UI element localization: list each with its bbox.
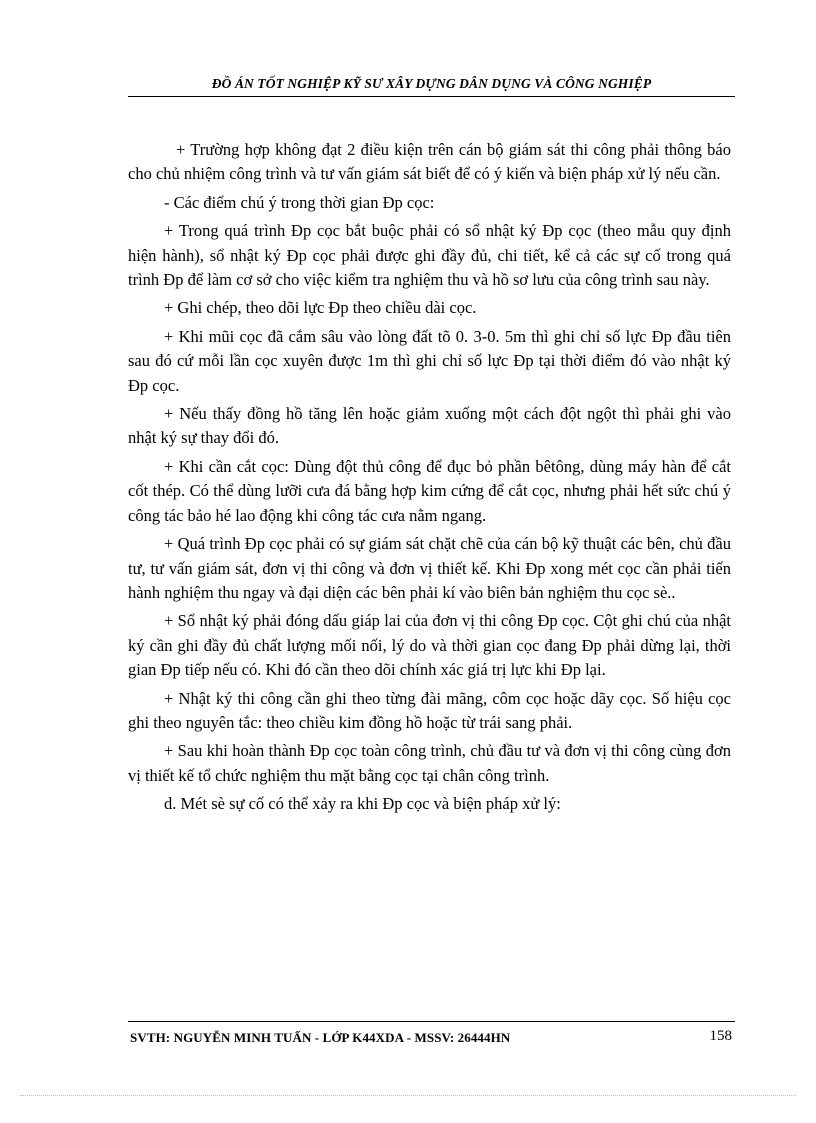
paragraph: + Quá trình Đp cọc phải có sự giám sát chặt chẽ của cán bộ kỹ thuật các bên, chủ đầu tư, tư vấn giám sát, đơn vị thi công và đơn vị thiết kế. Khi Đp xong mét cọc cần phải tiến hành nghiệm thu ngay và đại diện các bên phải kí vào biên bản nghiệm thu cọc sè.. <box>128 534 731 602</box>
paragraph: + Nếu thấy đồng hồ tăng lên hoặc giảm xuống một cách đột ngột thì phải ghi vào nhật ký sự thay đổi đó. <box>128 404 731 448</box>
page-bottom-dotted-line <box>20 1095 796 1096</box>
page-number: 158 <box>709 1028 732 1044</box>
header-divider <box>128 96 735 97</box>
paragraph: + Khi mũi cọc đã cắm sâu vào lòng đất tõ 0. 3-0. 5m thì ghi chỉ số lực Đp đầu tiên sau đó cứ mỗi lần cọc xuyên được 1m thì ghi chỉ số lực Đp tại thời điểm đó vào nhật ký Đp cọc. <box>128 326 731 395</box>
paragraph: + Khi cần cắt cọc: Dùng đột thủ công để đục bỏ phần bêtông, dùng máy hàn để cắt cốt thép. Có thể dùng lưỡi cưa đá bằng hợp kim cứng để cắt cọc, nhưng phải hết sức chú ý công tác bảo hé lao động khi công tác cưa nằm ngang. <box>128 456 731 525</box>
footer-divider <box>128 1021 735 1022</box>
paragraph: + Nhật ký thi công cần ghi theo từng đài mãng, côm cọc hoặc dãy cọc. Số hiệu cọc ghi theo nguyên tắc: theo chiều kim đồng hồ hoặc từ trái sang phải. <box>128 688 731 732</box>
section-heading: d. Mét sè sự cố có thể xảy ra khi Đp cọc và biện pháp xử lý: <box>164 794 561 814</box>
paragraph: + Trường hợp không đạt 2 điều kiện trên cán bộ giám sát thi công phải thông báo cho chủ nhiệm công trình và tư vấn giám sát biết để có ý kiến và biện pháp xử lý nếu cần. <box>128 140 731 184</box>
paragraph: + Sổ nhật ký phải đóng dấu giáp lai của đơn vị thi công Đp cọc. Cột ghi chú của nhật ký cần ghi đầy đủ chất lượng mối nối, lý do và thời gian cọc đang Đp phải dừng lại, thời gian Đp tiếp nếu có. Khi đó cần theo dõi chính xác giá trị lực khi Đp lại. <box>128 611 731 680</box>
paragraph: + Ghi chép, theo dõi lực Đp theo chiều dài cọc. <box>164 298 477 318</box>
footer-student-info: SVTH: NGUYỄN MINH TUẤN - LỚP K44XDA - MSSV: 26444HN <box>130 1030 511 1045</box>
paragraph: + Trong quá trình Đp cọc bắt buộc phải có sổ nhật ký Đp cọc (theo mẫu quy định hiện hành), sổ nhật ký Đp cọc phải được ghi đầy đủ, chi tiết, kể cả các sự cố trong quá trình Đp để làm cơ sở cho việc kiểm tra nghiệm thu và hồ sơ lưu của công trình sau này. <box>128 221 731 290</box>
paragraph: - Các điểm chú ý trong thời gian Đp cọc: <box>164 192 435 212</box>
page-header-title: ĐỒ ÁN TỐT NGHIỆP KỸ SƯ XÂY DỰNG DÂN DỤNG VÀ CÔNG NGHIỆP <box>211 76 652 91</box>
paragraph: + Sau khi hoàn thành Đp cọc toàn công trình, chủ đầu tư và đơn vị thi công cùng đơn vị thiết kế tổ chức nghiệm thu mặt bằng cọc tại chân công trình. <box>128 741 731 785</box>
document-body <box>128 138 731 821</box>
